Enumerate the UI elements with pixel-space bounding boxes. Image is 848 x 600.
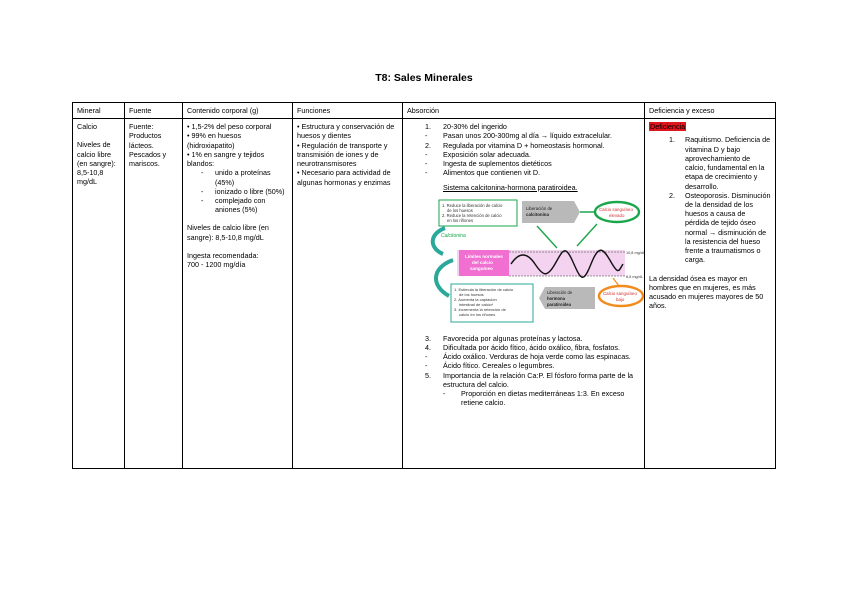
absorcion-d6: Ácido fítico. Cereales o legumbres. [443, 361, 555, 371]
limites-line1: Límites normales [465, 253, 503, 259]
elevado-line2: elevado [609, 212, 625, 218]
cell-contenido: • 1,5-2% del peso corporal • 99% en huesos (hidroxiapatito) • 1% en sangre y tejidos blandos: - unido a proteínas (45%) - ionizado o libre (50%) - complejado con aniones (5%) Niveles de calcio libre (en sangre): 8,5-10,8 mg/dL Ingesta recomendada: 700 - 1200 mg/día [183, 119, 293, 469]
handwritten-label: Calcitonina [441, 232, 466, 239]
absorcion-n2: Regulada por vitamina D + homeostasis hormonal. [443, 140, 605, 150]
header-absorcion: Absorción [403, 103, 645, 119]
calcitonina-line1: Liberación de [526, 205, 553, 211]
cell-absorcion: 1. 20-30% del ingerido - Pasan unos 200-300mg al día → líquido extracelular. 2. Regulada por vitamina D + homeostasis hormonal. - Exposición solar adecuada. - Ingesta de suplementos dietéticos - Alimentos que contienen vit D. Sistema calcitonina-hormona paratiroidea. 1. Reduce la liberación de calcio de los huesos 2. Reduce la retención de calcio en los riñones Liberación de calcitonina Calcio sanguíneo elevado Calcitonina Límites normales del calcio sanguíneo 10,8 mg/dL 8,5 mg/dL 1. Estimula la liberación de calcio de los huesos 2. Aumenta la captación intestinal de calcio* 3. Incrementa la retención de calcio en los riñones Liberación de hormona paratiroidea Calcio sanguíneo bajo 3. Favorecida por algunas proteínas y lactosa. 4. Dificultada por ácido fítico, ácido oxálico, fibra, fosfatos. - Ácido oxálico. Verduras de hoja verde como las espinacas. - Ácido fítico. Cereales o legumbres. 5. Importancia de la relación Ca:P. El fósforo forma parte de la estructura del calcio. - Proporción en dietas mediterráneas 1:3. En exceso retiene calcio. [403, 119, 645, 469]
arrow-wave-to-bajo [613, 278, 619, 286]
deficiencia-n2: Osteoporosis. Disminución de la densidad de los huesos a causa de pérdida de tejido óseo normal → disminución de la resistencia del hueso frente a traumatismos o carga. [685, 190, 771, 265]
diagram-svg [427, 198, 657, 326]
contenido-b2: • 99% en huesos (hidroxiapatito) [187, 131, 242, 150]
bajo-line2: bajo [616, 296, 625, 302]
header-funciones: Funciones [293, 103, 403, 119]
box2-line1: 1. Estimula la liberación de calcio [454, 286, 514, 292]
box1-line2: de los huesos [447, 207, 473, 213]
calcitonina-line2: calcitonina [526, 211, 549, 217]
header-fuente: Fuente [125, 103, 183, 119]
curved-arrow-top [433, 228, 445, 254]
arrow-elevado-to-wave [537, 226, 557, 248]
deficiencia-nota: La densidad ósea es mayor en hombres que en mujeres, es más acusado en mujeres mayores de 50 años. [649, 273, 764, 311]
box2-line3: 2. Aumenta la captación [454, 296, 497, 302]
header-deficiencia: Deficiencia y exceso [645, 103, 776, 119]
deficiencia-label: Deficiencia [650, 122, 686, 132]
header-contenido: Contenido corporal (g) [183, 103, 293, 119]
calcio-bajo-oval [599, 286, 643, 306]
level-high: 10,8 mg/dL [626, 250, 645, 255]
ingesta-value: 700 - 1200 mg/día [187, 260, 246, 270]
absorcion-d2: Exposición solar adecuada. [443, 149, 531, 159]
level-low: 8,5 mg/dL [626, 274, 643, 279]
document-title: T8: Sales Minerales [375, 72, 473, 84]
elevado-line1: Calcio sanguíneo [599, 206, 633, 212]
box1-line3: 2. Reduce la retención de calcio [442, 212, 502, 218]
contenido-b1: • 1,5-2% del peso corporal [187, 122, 272, 132]
absorcion-d3: Ingesta de suplementos dietéticos [443, 159, 552, 169]
minerals-table [72, 102, 776, 469]
fuente-text: Fuente: Productos lácteos. Pescados y mariscos. [129, 122, 167, 169]
box2-line6: calcio en los riñones [459, 311, 496, 317]
paratiroidea-line3: paratiroidea [547, 301, 571, 307]
header-row [73, 103, 776, 119]
limites-line3: sanguíneo [470, 265, 493, 271]
contenido-sub3: complejado con aniones (5%) [215, 195, 266, 215]
funciones-f1: • Estructura y conservación de huesos y dientes [297, 122, 395, 141]
absorcion-n4: Dificultada por ácido fítico, ácido oxálico, fibra, fosfatos. [443, 342, 620, 352]
bajo-line1: Calcio sanguíneo [603, 290, 637, 296]
absorcion-d4: Alimentos que contienen vit D. [443, 168, 541, 178]
deficiencia-n1: Raquitismo. Deficiencia de vitamina D y bajo aprovechamiento de calcio, fundamental en la etapa de crecimiento y desarrollo. [685, 135, 771, 191]
cell-funciones [293, 119, 403, 469]
mineral-name: Calcio [77, 122, 97, 132]
mineral-niveles: Niveles de calcio libre (en sangre): 8,5-10,8 mg/dL [77, 140, 116, 187]
box2-line4: intestinal de calcio* [459, 301, 494, 307]
sistema-heading: Sistema calcitonina-hormona paratiroidea. [443, 182, 578, 192]
paratiroidea-line1: Liberación de [547, 289, 573, 295]
contenido-niveles: Niveles de calcio libre (en sangre): 8,5-10,8 mg/dL [187, 223, 269, 242]
contenido-sub1: unido a proteínas (45%) [215, 168, 271, 187]
cell-fuente [125, 119, 183, 469]
box1-line1: 1. Reduce la liberación de calcio [442, 202, 503, 208]
header-mineral: Mineral [73, 103, 125, 119]
absorcion-s5: Proporción en dietas mediterráneas 1:3. En exceso retiene calcio. [461, 389, 625, 408]
cell-mineral [73, 119, 125, 469]
calcium-regulation-diagram [427, 198, 657, 326]
absorcion-d5: Ácido oxálico. Verduras de hoja verde como las espinacas. [443, 352, 631, 362]
calcio-elevado-oval [595, 202, 639, 222]
absorcion-n1: 20-30% del ingerido [443, 122, 507, 132]
contenido-b3: • 1% en sangre y tejidos blandos: [187, 149, 265, 169]
absorcion-d1: Pasan unos 200-300mg al día → líquido extracelular. [443, 131, 613, 141]
absorcion-n3: Favorecida por algunas proteínas y lactosa. [443, 333, 583, 343]
absorcion-n5: Importancia de la relación Ca:P. El fósforo forma parte de la estructura del calcio. [443, 370, 634, 389]
funciones-f2: • Regulación de transporte y transmisión de iones y de neurotransmisores [297, 140, 388, 169]
curved-arrow-bottom [436, 260, 453, 296]
ingesta-label: Ingesta recomendada: [187, 250, 259, 260]
box2-line2: de los huesos [459, 291, 484, 297]
table-row [73, 119, 776, 469]
box2-line5: 3. Incrementa la retención de [454, 306, 506, 312]
arrow-wave-to-elevado [577, 224, 597, 246]
funciones-f3: • Necesario para actividad de algunas hormonas y enzimas [297, 168, 391, 187]
limites-line2: del calcio [472, 259, 493, 265]
cell-deficiencia: Deficiencia 1. Raquitismo. Deficiencia de vitamina D y bajo aprovechamiento de calcio, fundamental en la etapa de crecimiento y desarrollo. 2. Osteoporosis. Disminución de la densidad de los huesos a causa de pérdida de tejido óseo normal → disminución de la resistencia del hueso frente a traumatismos o carga. La densidad ósea es mayor en hombres que en mujeres, es más acusado en mujeres mayores de 50 años. [645, 119, 776, 469]
box1-line4: en los riñones [447, 217, 474, 223]
contenido-sub2: ionizado o libre (50%) [215, 186, 285, 196]
paratiroidea-line2: hormona [547, 295, 565, 301]
